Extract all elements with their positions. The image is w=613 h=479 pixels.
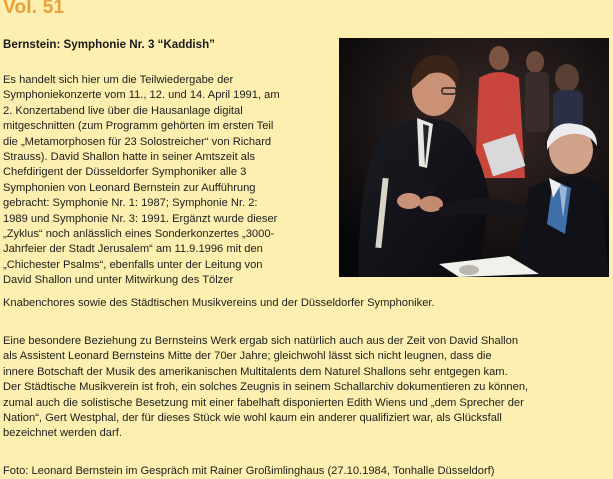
text-line: zumal auch die solistische Besetzung mit einer fabelhaft disponierten Edith Wiens und „dem Sprecher der	[3, 396, 524, 409]
description-paragraph-1	[3, 73, 336, 289]
text-line: Eine besondere Beziehung zu Bernsteins Werk ergab sich natürlich auch aus der Zeit von David Shallon	[3, 335, 519, 347]
text-line: gebracht: Symphonie Nr. 1: 1987; Symphonie Nr. 2:	[3, 197, 258, 210]
text-line: bezeichnet werden darf.	[3, 427, 122, 440]
photo-illustration	[339, 38, 609, 277]
text-line: „Zyklus“ noch anlässlich eines Sonderkonzertes „3000-	[3, 228, 275, 241]
concert-photo	[339, 38, 609, 277]
text-line: Strauss). David Shallon hatte in seiner Amtszeit als	[3, 151, 256, 164]
description-paragraph-2	[3, 334, 611, 442]
album-title: Bernstein: Symphonie Nr. 3 “Kaddish”	[3, 38, 215, 51]
text-line: Nation“, Gert Westphal, der für dieses Stück wie wohl kaum ein anderer qualifiziert war, als Glücksfall	[3, 412, 502, 425]
text-line: Symphoniekonzerte vom 11., 12. und 14. April 1991, am	[3, 89, 280, 102]
text-line: mitgeschnitten (zum Programm gehörten im ersten Teil	[3, 120, 274, 133]
text-line: „Chichester Psalms“, ebenfalls unter der Leitung von	[3, 258, 263, 271]
text-line: 2. Konzertabend live über die Hausanlage digital	[3, 104, 243, 117]
text-line: Es handelt sich hier um die Teilwiedergabe der	[3, 74, 234, 86]
text-line: Jahrfeier der Stadt Jerusalem“ am 11.9.1996 mit den	[3, 243, 263, 256]
text-line: Chefdirigent der Düsseldorfer Symphoniker alle 3	[3, 166, 247, 179]
text-line: David Shallon und unter Mitwirkung des Tölzer	[3, 274, 234, 287]
photo-caption: Foto: Leonard Bernstein im Gespräch mit Rainer Großimlinghaus (27.10.1984, Tonhalle Düsseldorf)	[3, 465, 495, 477]
text-line: Symphonien von Leonard Bernstein zur Aufführung	[3, 181, 256, 194]
text-line: 1989 und Symphonie Nr. 3: 1991. Ergänzt wurde dieser	[3, 212, 278, 225]
volume-heading: Vol. 51	[3, 0, 65, 18]
text-line: Der Städtische Musikverein ist froh, ein solches Zeugnis in seinem Schallarchiv dokumentieren zu können,	[3, 381, 529, 394]
text-line: als Assistent Leonard Bernsteins Mitte der 70er Jahre; gleichwohl lässt sich nicht leugnen, dass die	[3, 350, 492, 363]
text-line: die „Metamorphosen für 23 Solostreicher“ von Richard	[3, 135, 272, 148]
text-line: innere Botschaft der Musik des amerikanischen Multitalents dem Naturel Shallons sehr entgegen kam.	[3, 365, 508, 378]
description-paragraph-1-end: Knabenchores sowie des Städtischen Musikvereins und der Düsseldorfer Symphoniker.	[3, 297, 435, 309]
